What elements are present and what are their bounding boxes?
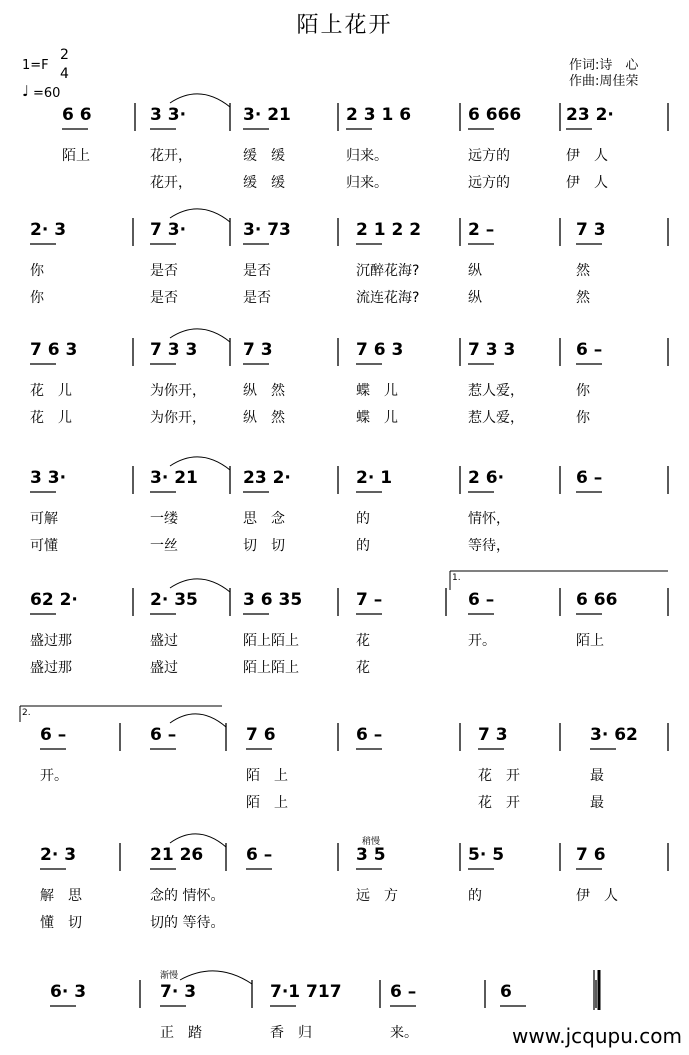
measure-notes: 7 3 3 <box>468 340 516 360</box>
measure-notes: 6 – <box>246 845 273 865</box>
verse2-lyric: 是否 <box>150 290 178 306</box>
verse2-lyric: 的 <box>356 538 370 554</box>
measure-notes: 2 1 2 2 <box>356 220 422 240</box>
verse1-lyric: 陌 上 <box>246 768 288 784</box>
measure-notes: 6 – <box>356 725 383 745</box>
verse1-lyric: 纵 <box>468 263 482 279</box>
verse1-lyric: 陌上陌上 <box>243 633 299 649</box>
verse2-lyric: 花 <box>356 660 370 676</box>
verse2-lyric: 为你开， <box>150 410 206 426</box>
verse1-lyric: 开。 <box>40 768 68 784</box>
key-signature: 1=F <box>22 58 49 73</box>
verse2-lyric: 远方的 <box>468 175 510 191</box>
measure-notes: 2· 1 <box>356 468 393 488</box>
verse1-lyric: 正 踏 <box>160 1025 202 1041</box>
verse2-lyric: 纵 <box>468 290 482 306</box>
measure-notes: 3· 21 <box>150 468 198 488</box>
verse2-lyric: 盛过那 <box>30 660 72 676</box>
measure-notes: 2· 3 <box>30 220 67 240</box>
measure-notes: 6 – <box>576 468 603 488</box>
measure-notes: 7 3 3 <box>150 340 198 360</box>
verse1-lyric: 蝶 儿 <box>356 383 398 399</box>
verse2-lyric: 切 切 <box>243 538 285 554</box>
verse1-lyric: 花 <box>356 633 370 649</box>
verse1-lyric: 的 <box>468 888 482 904</box>
time-signature-top: 2 <box>60 47 69 63</box>
verse2-lyric: 花 儿 <box>30 410 72 426</box>
volta-1: 1. <box>452 573 461 583</box>
verse1-lyric: 是否 <box>243 263 271 279</box>
measure-notes: 7 3 <box>243 340 273 360</box>
measure-notes: 6· 3 <box>50 982 87 1002</box>
verse1-lyric: 解 思 <box>40 888 82 904</box>
measure-notes: 23 2· <box>243 468 291 488</box>
measure-notes: 2 3 1 6 <box>346 105 412 125</box>
verse2-lyric: 可懂 <box>30 538 58 554</box>
measure-notes: 62 2· <box>30 590 78 610</box>
measure-notes: 21 26 <box>150 845 204 865</box>
volta-2: 2. <box>22 708 31 718</box>
measure-notes: 6 – <box>468 590 495 610</box>
verse2-lyric: 懂 切 <box>40 915 82 931</box>
measure-notes: 6 <box>500 982 512 1002</box>
verse1-lyric: 伊 人 <box>576 888 618 904</box>
measure-notes: 7 3 <box>576 220 606 240</box>
measure-notes: 6 666 <box>468 105 522 125</box>
verse2-lyric: 等待， <box>468 538 510 554</box>
verse1-lyric: 情怀， <box>468 511 510 527</box>
slur <box>170 457 230 470</box>
verse1-lyric: 远方的 <box>468 148 510 164</box>
verse1-lyric: 伊 人 <box>566 148 608 164</box>
tempo-change-jian-man: 渐慢 <box>160 971 179 981</box>
verse1-lyric: 缓 缓 <box>243 148 285 164</box>
verse1-lyric: 花 儿 <box>30 383 72 399</box>
time-signature-bottom: 4 <box>60 66 69 82</box>
verse2-lyric: 盛过 <box>150 660 178 676</box>
measure-notes: 3 3· <box>150 105 187 125</box>
verse1-lyric: 花 开 <box>478 768 520 784</box>
verse1-lyric: 盛过那 <box>30 633 72 649</box>
verse2-lyric: 一丝 <box>150 538 178 554</box>
measure-notes: 7 3· <box>150 220 187 240</box>
measure-notes: 6 – <box>576 340 603 360</box>
measure-notes: 7 3 <box>478 725 508 745</box>
verse1-lyric: 花开， <box>150 148 192 164</box>
measure-notes: 3· 62 <box>590 725 638 745</box>
verse1-lyric: 盛过 <box>150 633 178 649</box>
measure-notes: 6 – <box>150 725 177 745</box>
verse1-lyric: 陌上 <box>62 148 90 164</box>
measure-notes: 3 6 35 <box>243 590 303 610</box>
lyricist-credit: 作词:诗 心 <box>569 58 639 73</box>
verse2-lyric: 你 <box>30 290 44 306</box>
verse2-lyric: 流连花海? <box>356 290 420 306</box>
verse2-lyric: 你 <box>576 410 590 426</box>
page-title: 陌上花开 <box>296 13 393 38</box>
verse2-lyric: 蝶 儿 <box>356 410 398 426</box>
measure-notes: 3· 73 <box>243 220 291 240</box>
measure-notes: 2 6· <box>468 468 505 488</box>
verse2-lyric: 归来。 <box>346 175 388 191</box>
composer-credit: 作曲:周佳荣 <box>569 74 639 89</box>
measure-notes: 7· 3 <box>160 982 197 1002</box>
verse1-lyric: 最 <box>590 768 604 784</box>
slur <box>170 209 230 222</box>
watermark: www.jcqupu.com <box>512 1024 682 1048</box>
verse2-lyric: 花 开 <box>478 795 520 811</box>
slur <box>180 971 252 984</box>
slur <box>170 94 230 107</box>
verse1-lyric: 念的 情怀。 <box>150 888 225 904</box>
measure-notes: 3 3· <box>30 468 67 488</box>
verse1-lyric: 你 <box>576 383 590 399</box>
verse1-lyric: 沉醉花海? <box>356 263 420 279</box>
verse2-lyric: 花开， <box>150 175 192 191</box>
quarter-note-icon: ♩ <box>22 82 30 100</box>
tempo-marking: =60 <box>33 86 61 101</box>
verse1-lyric: 来。 <box>390 1025 418 1041</box>
measure-notes: 7 6 3 <box>356 340 404 360</box>
measure-notes: 3· 21 <box>243 105 291 125</box>
verse1-lyric: 开。 <box>468 633 496 649</box>
measure-notes: 2· 3 <box>40 845 77 865</box>
verse2-lyric: 缓 缓 <box>243 175 285 191</box>
measure-notes: 6 66 <box>576 590 618 610</box>
verse2-lyric: 陌上陌上 <box>243 660 299 676</box>
measure-notes: 23 2· <box>566 105 614 125</box>
measure-notes: 7 – <box>356 590 383 610</box>
verse2-lyric: 陌 上 <box>246 795 288 811</box>
slur <box>170 329 230 342</box>
verse1-lyric: 为你开， <box>150 383 206 399</box>
measure-notes: 7 6 <box>246 725 276 745</box>
verse2-lyric: 伊 人 <box>566 175 608 191</box>
verse2-lyric: 然 <box>576 290 590 306</box>
verse1-lyric: 的 <box>356 511 370 527</box>
measure-notes: 2 – <box>468 220 495 240</box>
verse1-lyric: 一缕 <box>150 511 178 527</box>
verse1-lyric: 归来。 <box>346 148 388 164</box>
measure-notes: 5· 5 <box>468 845 505 865</box>
measure-notes: 3 5 <box>356 845 386 865</box>
verse2-lyric: 是否 <box>243 290 271 306</box>
measure-notes: 6 6 <box>62 105 92 125</box>
verse1-lyric: 惹人爱， <box>468 383 524 399</box>
verse1-lyric: 可解 <box>30 511 58 527</box>
slur <box>170 834 226 847</box>
measure-notes: 7 6 <box>576 845 606 865</box>
verse2-lyric: 切的 等待。 <box>150 915 225 931</box>
verse1-lyric: 思 念 <box>243 511 285 527</box>
verse2-lyric: 纵 然 <box>243 410 285 426</box>
measure-notes: 7·1 717 <box>270 982 342 1002</box>
measure-notes: 6 – <box>40 725 67 745</box>
verse2-lyric: 惹人爱， <box>468 410 524 426</box>
measure-notes: 2· 35 <box>150 590 198 610</box>
verse2-lyric: 最 <box>590 795 604 811</box>
verse1-lyric: 纵 然 <box>243 383 285 399</box>
verse1-lyric: 远 方 <box>356 888 398 904</box>
tempo-change-shao-man: 稍慢 <box>362 837 381 847</box>
verse1-lyric: 香 归 <box>270 1025 312 1041</box>
verse1-lyric: 然 <box>576 263 590 279</box>
slur <box>170 714 226 727</box>
verse1-lyric: 你 <box>30 263 44 279</box>
verse1-lyric: 陌上 <box>576 633 604 649</box>
verse1-lyric: 是否 <box>150 263 178 279</box>
measure-notes: 6 – <box>390 982 417 1002</box>
slur <box>170 579 230 592</box>
measure-notes: 7 6 3 <box>30 340 78 360</box>
